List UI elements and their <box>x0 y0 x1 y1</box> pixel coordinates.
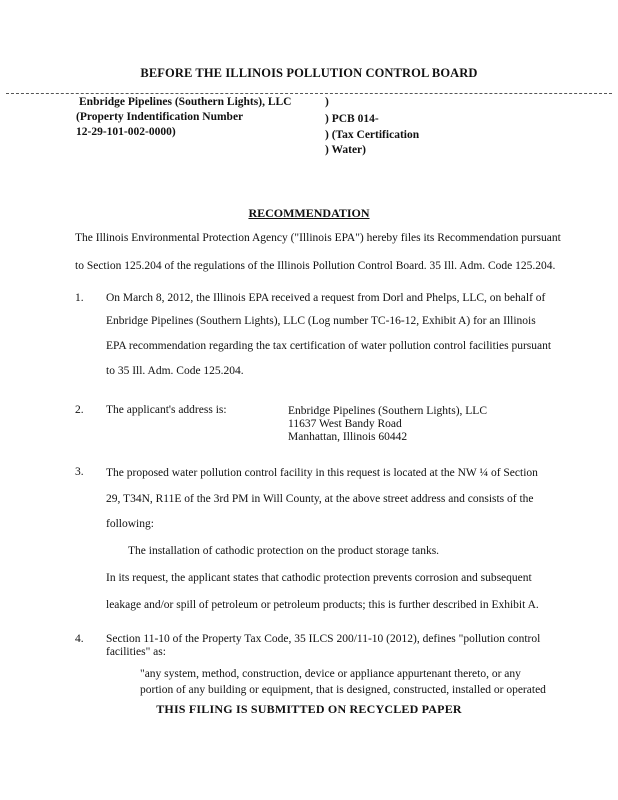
item-3-line-2: 29, T34N, R11E of the 3rd PM in Will County, at the above street address and consists of the <box>106 493 534 505</box>
intro-line-1: The Illinois Environmental Protection Agency ("Illinois EPA") hereby files its Recommendation pursuant <box>75 232 561 244</box>
item-4-number: 4. <box>75 633 84 645</box>
item-3-number: 3. <box>75 466 84 478</box>
caption-case-subtype: ) Water) <box>325 144 366 156</box>
item-1-line-1: On March 8, 2012, the Illinois EPA received a request from Dorl and Phelps, LLC, on behalf of <box>106 292 546 304</box>
item-2-number: 2. <box>75 404 84 416</box>
caption-case-number: ) PCB 014- <box>325 113 379 125</box>
item-3-indented-statement: The installation of cathodic protection on the product storage tanks. <box>128 545 440 557</box>
caption-dashed-rule <box>6 93 612 94</box>
item-3-line-3: following: <box>106 518 154 530</box>
item-4-line-1: Section 11-10 of the Property Tax Code, 35 ILCS 200/11-10 (2012), defines "pollution control <box>106 633 541 645</box>
caption-pin-label: (Property Indentification Number <box>76 111 244 123</box>
intro-line-2: to Section 125.204 of the regulations of the Illinois Pollution Control Board. 35 Ill. Adm. Code 125.204. <box>75 260 556 272</box>
item-2-label: The applicant's address is: <box>106 404 227 416</box>
recommendation-heading <box>0 206 618 221</box>
caption-case-type: ) (Tax Certification <box>325 129 420 141</box>
recycled-paper-footer: THIS FILING IS SUBMITTED ON RECYCLED PAPER <box>156 702 462 716</box>
item-1-line-3: EPA recommendation regarding the tax certification of water pollution control facilities pursuant <box>106 340 552 352</box>
item-3-after-line-2: leakage and/or spill of petroleum or petroleum products; this is further described in Exhibit A. <box>106 599 539 611</box>
item-4-quote-line-1: "any system, method, construction, device or appliance appurtenant thereto, or any <box>140 668 521 680</box>
caption-paren-1: ) <box>325 96 329 108</box>
item-4-line-2: facilities" as: <box>106 646 166 658</box>
item-3-after-line-1: In its request, the applicant states that cathodic protection prevents corrosion and subsequent <box>106 572 532 584</box>
item-3-line-1: The proposed water pollution control facility in this request is located at the NW ¼ of Section <box>106 467 538 479</box>
item-2-address-line-2: 11637 West Bandy Road <box>288 418 402 430</box>
item-4-quote-line-2: portion of any building or equipment, that is designed, constructed, installed or operated <box>140 684 546 696</box>
recommendation-heading-text: RECOMMENDATION <box>248 206 370 220</box>
item-2-address-line-1: Enbridge Pipelines (Southern Lights), LLC <box>288 405 487 417</box>
caption-pin-number: 12-29-101-002-0000) <box>76 126 176 138</box>
document-title: BEFORE THE ILLINOIS POLLUTION CONTROL BOARD <box>140 66 478 80</box>
item-1-line-4: to 35 Ill. Adm. Code 125.204. <box>106 365 244 377</box>
caption-party-name: Enbridge Pipelines (Southern Lights), LLC <box>79 96 292 108</box>
item-1-line-2: Enbridge Pipelines (Southern Lights), LLC (Log number TC-16-12, Exhibit A) for an Illinois <box>106 315 536 327</box>
item-2-address-line-3: Manhattan, Illinois 60442 <box>288 431 408 443</box>
item-1-number: 1. <box>75 292 84 304</box>
